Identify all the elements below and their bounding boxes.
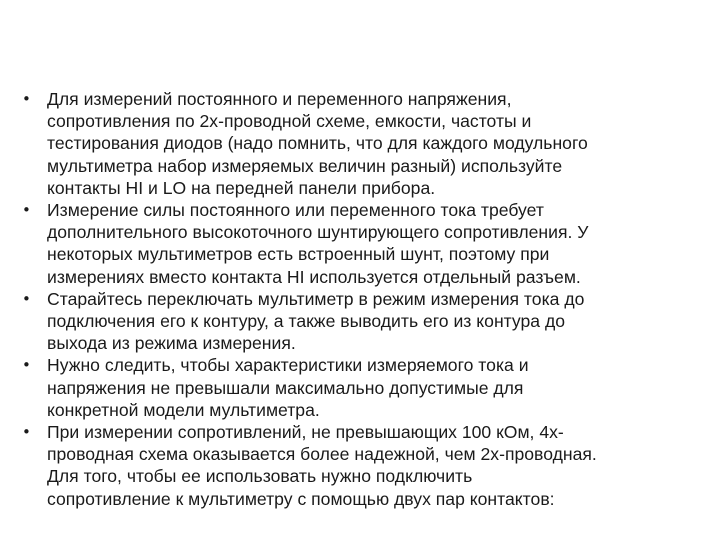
bullet-item [22,88,702,199]
bullet-dot-icon: • [22,90,31,108]
bullet-dot-icon: • [22,423,31,442]
bullet-list [22,88,702,510]
bullet-dot-icon: • [22,356,31,375]
bullet-dot-icon: • [22,201,31,220]
bullet-item [22,288,702,355]
bullet-text: Для измерений постоянного и переменного напряжения, сопротивления по 2х-проводной схеме, емкости, частоты и тестирования диодов (надо помнить, что для каждого модульного мультиметра набор измеряемых величин разный) используйте контакты HI и LO на передней панели прибора. [47,89,588,198]
bullet-item [22,354,702,421]
bullet-dot-icon: • [22,289,31,308]
bullet-text: Измерение силы постоянного или переменного тока требует дополнительного высокоточного шунтирующего сопротивления. У некоторых мультиметров есть встроенный шунт, поэтому при измерениях вместо контакта HI используется отдельный разъем. [47,200,589,287]
bullet-text: Старайтесь переключать мультиметр в режим измерения тока до подключения его к контуру, а также выводить его из контура до выхода из режима измерения. [47,288,585,354]
bullet-text: Нужно следить, чтобы характеристики измеряемого тока и напряжения не превышали максимально допустимые для конкретной модели мультиметра. [47,355,529,420]
bullet-item [22,421,702,510]
bullet-text: При измерении сопротивлений, не превышающих 100 кОм, 4х- проводная схема оказывается более надежной, чем 2х-проводная. Для того, чтобы ее использовать нужно подключить сопротивление к мультиметру с помощью двух пар контактов: [47,422,597,509]
bullet-item [22,199,702,288]
